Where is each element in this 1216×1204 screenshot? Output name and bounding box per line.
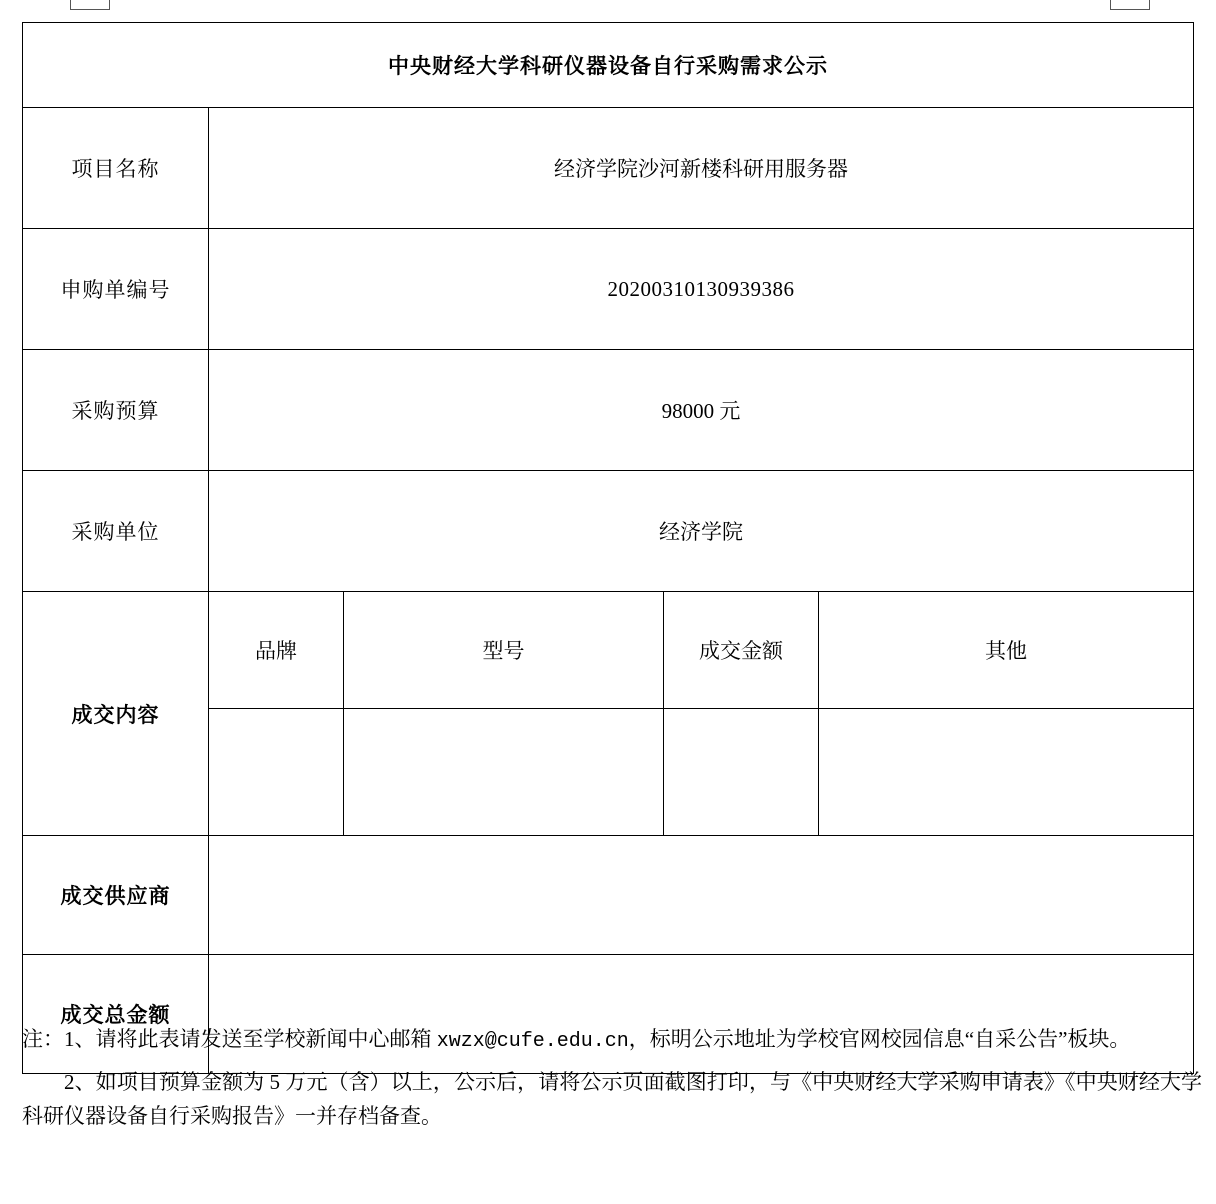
value-order-no: 20200310130939386 <box>209 229 1194 350</box>
deal-value-other <box>819 709 1194 836</box>
label-budget: 采购预算 <box>23 350 209 471</box>
table-row-title <box>23 23 1194 108</box>
label-deal-total: 成交总金额 <box>23 955 209 1074</box>
note-item-1 <box>22 1022 1202 1059</box>
value-budget: 98000 元 <box>209 350 1194 471</box>
deal-header-model: 型号 <box>344 592 664 709</box>
note1-email: xwzx@cufe.edu.cn <box>436 1030 629 1053</box>
value-project-name: 经济学院沙河新楼科研用服务器 <box>209 108 1194 229</box>
table-row-order-no <box>23 229 1194 350</box>
deal-header-amount: 成交金额 <box>664 592 819 709</box>
value-deal-supplier <box>209 836 1194 955</box>
crop-mark-right <box>1110 0 1150 10</box>
deal-value-amount <box>664 709 819 836</box>
label-deal-content: 成交内容 <box>23 592 209 836</box>
page-title: 中央财经大学科研仪器设备自行采购需求公示 <box>23 23 1194 108</box>
deal-header-brand: 品牌 <box>209 592 344 709</box>
label-project-name: 项目名称 <box>23 108 209 229</box>
table-row-deal-content-header <box>23 592 1194 709</box>
crop-mark-left <box>70 0 110 10</box>
note1-suffix: ，标明公示地址为学校官网校园信息“自采公告”板块。 <box>628 1027 1131 1051</box>
value-unit: 经济学院 <box>209 471 1194 592</box>
note1-prefix: 注：1、请将此表请发送至学校新闻中心邮箱 <box>22 1027 437 1051</box>
deal-value-brand <box>209 709 344 836</box>
table-row-supplier <box>23 836 1194 955</box>
label-order-no: 申购单编号 <box>23 229 209 350</box>
table-row-budget <box>23 350 1194 471</box>
notes-section <box>22 1022 1202 1139</box>
table-row-unit <box>23 471 1194 592</box>
label-unit: 采购单位 <box>23 471 209 592</box>
note-item-2: 2、如项目预算金额为 5 万元（含）以上，公示后，请将公示页面截图打印，与《中央财经大学采购申请表》《中央财经大学科研仪器设备自行采购报告》一并存档备查。 <box>22 1070 1202 1128</box>
deal-header-other: 其他 <box>819 592 1194 709</box>
table-row-project-name <box>23 108 1194 229</box>
deal-value-model <box>344 709 664 836</box>
label-deal-supplier: 成交供应商 <box>23 836 209 955</box>
procurement-table <box>22 22 1194 1074</box>
